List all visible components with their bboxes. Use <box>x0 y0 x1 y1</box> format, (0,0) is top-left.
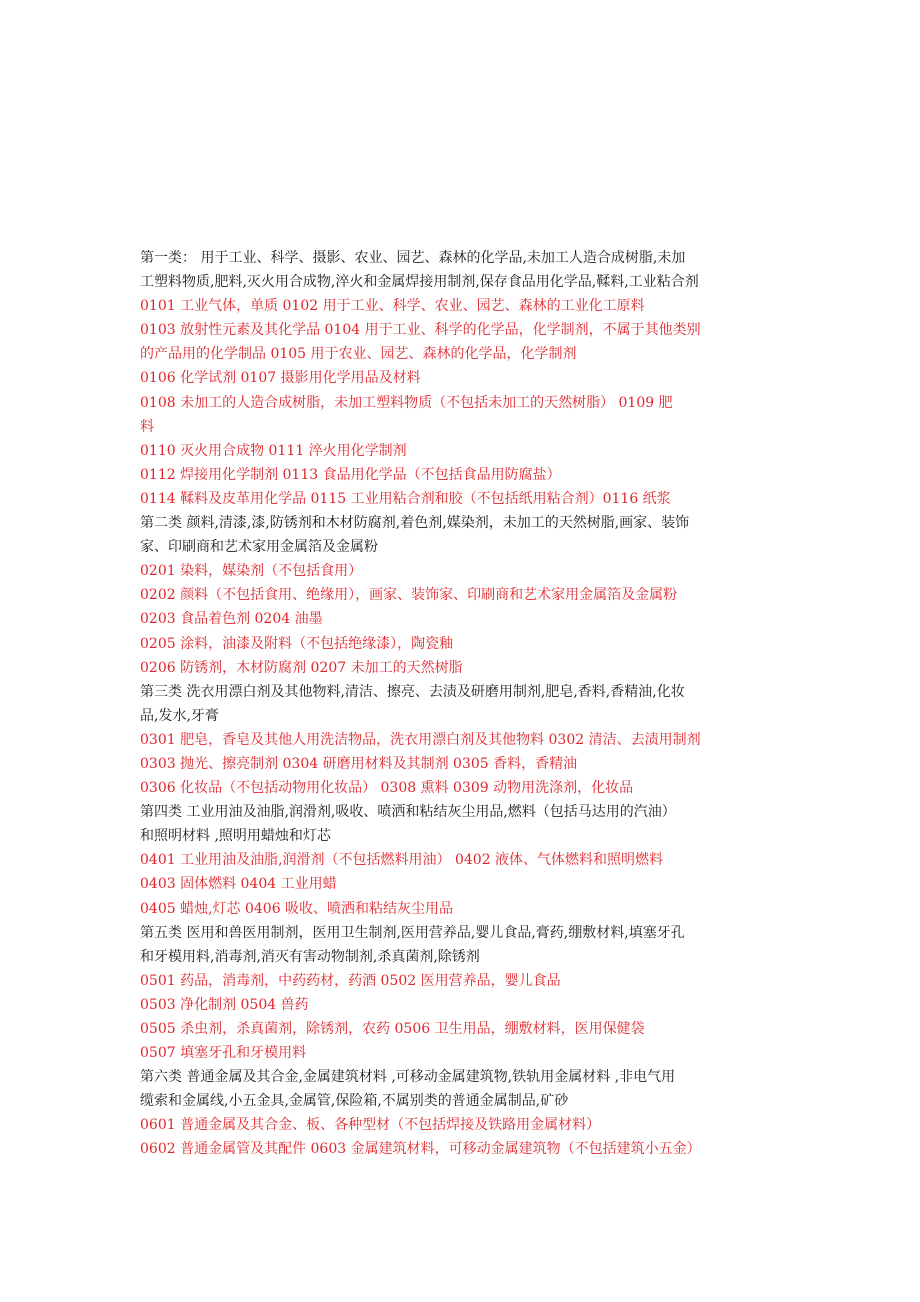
subcategory-line: 0306 化妆品（不包括动物用化妆品） 0308 熏料 0309 动物用洗涤剂，化妆品 <box>140 780 634 797</box>
category-heading-line: 缆索和金属线,小五金具,金属管,保险箱,不属别类的普通金属制品,矿砂 <box>140 1093 569 1110</box>
subcategory-line: 0301 肥皂，香皂及其他人用洗洁物品，洗衣用漂白剂及其他物料 0302 清洁、去渍用制剂 <box>140 731 701 748</box>
subcategory-line: 0114 鞣料及皮革用化学品 0115 工业用粘合剂和胶（不包括纸用粘合剂）0116 纸浆 <box>140 490 671 507</box>
subcategory-line: 0403 固体燃料 0404 工业用蜡 <box>140 876 337 893</box>
category-heading-line: 第五类 医用和兽医用制剂，医用卫生制剂,医用营养品,婴儿食品,膏药,绷敷材料,填塞牙孔 <box>140 924 685 941</box>
subcategory-line: 0303 抛光、擦亮制剂 0304 研磨用材料及其制剂 0305 香料，香精油 <box>140 755 578 772</box>
subcategory-line: 0103 放射性元素及其化学品 0104 用于工业、科学的化学品，化学制剂，不属于其他类别 <box>140 322 701 339</box>
subcategory-line: 0601 普通金属及其合金、板、各种型材（不包括焊接及铁路用金属材料） <box>140 1117 601 1134</box>
subcategory-line: 0401 工业用油及油脂,润滑剂（不包括燃料用油） 0402 液体、气体燃料和照明燃料 <box>140 852 664 869</box>
subcategory-line: 料 <box>140 418 154 435</box>
category-heading-line: 和牙模用料,消毒剂,消灭有害动物制剂,杀真菌剂,除锈剂 <box>140 948 480 965</box>
category-heading-line: 家、印刷商和艺术家用金属箔及金属粉 <box>140 539 378 556</box>
subcategory-line: 0505 杀虫剂，杀真菌剂，除锈剂，农药 0506 卫生用品，绷敷材料，医用保健袋 <box>140 1021 645 1037</box>
subcategory-line: 0602 普通金属管及其配件 0603 金属建筑材料，可移动金属建筑物（不包括建筑小五金） <box>140 1141 701 1158</box>
subcategory-line: 0106 化学试剂 0107 摄影用化学用品及材料 <box>140 370 421 387</box>
category-heading-line: 第三类 洗衣用漂白剂及其他物料,清洁、擦亮、去渍及研磨用制剂,肥皂,香料,香精油,化妆 <box>140 683 685 700</box>
subcategory-line: 0201 染料，媒染剂（不包括食用） <box>140 563 363 580</box>
subcategory-line: 0206 防锈剂，木材防腐剂 0207 未加工的天然树脂 <box>140 659 463 676</box>
subcategory-line: 0108 未加工的人造合成树脂，未加工塑料物质（不包括未加工的天然树脂） 0109 肥 <box>140 394 673 411</box>
subcategory-line: 0507 填塞牙孔和牙模用料 <box>140 1045 307 1062</box>
subcategory-line: 0205 涂料，油漆及附料（不包括绝缘漆），陶瓷釉 <box>140 635 454 652</box>
category-heading-line: 第四类 工业用油及油脂,润滑剂,吸收、喷洒和粘结灰尘用品,燃料（包括马达用的汽油） <box>140 804 676 821</box>
category-heading-line: 第二类 颜料,清漆,漆,防锈剂和木材防腐剂,着色剂,媒染剂，未加工的天然树脂,画家、装饰 <box>140 515 690 532</box>
category-heading-line: 品,发水,牙膏 <box>140 707 219 724</box>
category-heading-line: 工塑料物质,肥料,灭火用合成物,淬火和金属焊接用制剂,保存食品用化学品,鞣料,工业粘合剂 <box>140 274 699 291</box>
subcategory-line: 0203 食品着色剂 0204 油墨 <box>140 611 323 628</box>
category-heading-line: 第一类： 用于工业、科学、摄影、农业、园艺、森林的化学品,未加工人造合成树脂,未加 <box>140 250 686 266</box>
category-heading-line: 和照明材料 ,照明用蜡烛和灯芯 <box>140 828 331 845</box>
document-body <box>140 246 785 1162</box>
subcategory-line: 的产品用的化学制品 0105 用于农业、园艺、森林的化学品，化学制剂 <box>140 346 577 363</box>
subcategory-line: 0405 蜡烛,灯芯 0406 吸收、喷洒和粘结灰尘用品 <box>140 900 454 917</box>
subcategory-line: 0112 焊接用化学制剂 0113 食品用化学品（不包括食品用防腐盐） <box>140 466 561 483</box>
subcategory-line: 0110 灭火用合成物 0111 淬火用化学制剂 <box>140 442 407 459</box>
subcategory-line: 0101 工业气体，单质 0102 用于工业、科学、农业、园艺、森林的工业化工原料 <box>140 298 645 315</box>
category-heading-line: 第六类 普通金属及其合金,金属建筑材料 ,可移动金属建筑物,铁轨用金属材料 ,非电气用 <box>140 1069 676 1086</box>
subcategory-line: 0503 净化制剂 0504 兽药 <box>140 996 309 1013</box>
subcategory-line: 0501 药品，消毒剂，中药药材，药酒 0502 医用营养品，婴儿食品 <box>140 972 561 989</box>
subcategory-line: 0202 颜料（不包括食用、绝缘用），画家、装饰家、印刷商和艺术家用金属箔及金属粉 <box>140 587 678 604</box>
